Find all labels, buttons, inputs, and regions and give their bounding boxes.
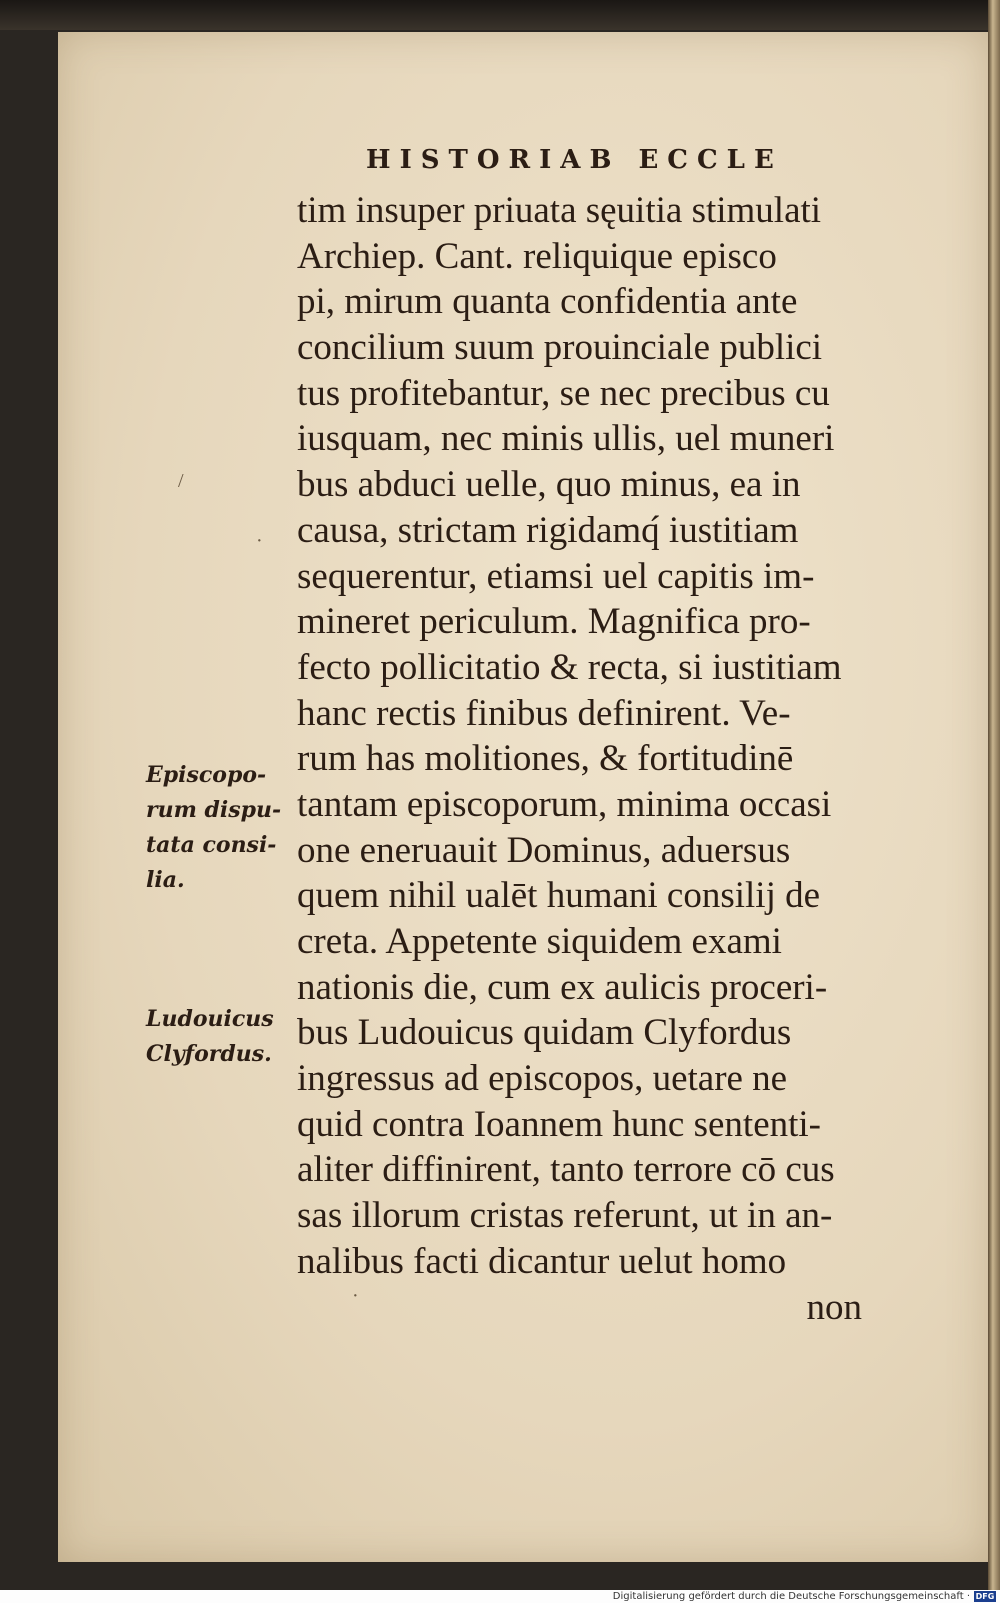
margin-note-episcoporum [146, 758, 281, 898]
ink-speck: · [256, 530, 263, 552]
text-line: sequerentur, etiamsi uel capitis im- [297, 555, 815, 597]
ink-mark: / [178, 470, 184, 492]
ink-speck: · [352, 1285, 359, 1307]
text-line: nationis die, cum ex aulicis proceri- [297, 966, 828, 1008]
text-line: tantam episcoporum, minima occasi [297, 783, 832, 825]
text-line: quem nihil ualēt humani consilij de [297, 875, 821, 917]
scan-top-edge [0, 0, 1000, 30]
margin-note-line: Episcopo- [146, 762, 267, 788]
footer-credit: Digitalisierung gefördert durch die Deutsche Forschungsgemeinschaft · [612, 1591, 970, 1602]
catchword: non [806, 1286, 862, 1328]
margin-note-line: rum dispu- [146, 797, 282, 823]
text-line: tus profitebantur, se nec precibus cu [297, 372, 830, 414]
margin-note-ludouicus [146, 1002, 274, 1072]
text-line: quid contra Ioannem hunc sententi- [297, 1103, 821, 1145]
text-line: bus abduci uelle, quo minus, ea in [297, 464, 801, 506]
scan-right-edge [988, 0, 1000, 1590]
margin-note-line: lia. [146, 867, 185, 893]
text-line: rum has molitiones, & fortitudinē [297, 738, 794, 780]
text-line: nalibus facti dicantur uelut homo [297, 1240, 787, 1282]
text-line: creta. Appetente siquidem exami [297, 921, 782, 962]
text-line: one eneruauit Dominus, aduersus [297, 829, 791, 871]
text-line: causa, strictam rigidamq́ iustitiam [297, 509, 799, 551]
text-line: aliter diffinirent, tanto terrore cō cus [297, 1149, 835, 1191]
text-line: tim insuper priuata sęuitia stimulati [297, 190, 822, 231]
text-line: pi, mirum quanta confidentia ante [297, 281, 798, 323]
text-line: hanc rectis finibus definirent. Ve- [297, 692, 791, 734]
text-line: sas illorum cristas referunt, ut in an- [297, 1195, 833, 1237]
running-head: HISTORIAB ECCLE [366, 145, 783, 175]
margin-note-line: tata consi- [146, 832, 277, 858]
text-line: bus Ludouicus quidam Clyfordus [297, 1012, 792, 1054]
text-line: ingressus ad episcopos, uetare ne [297, 1058, 788, 1100]
text-line: concilium suum prouinciale publici [297, 327, 823, 369]
text-line: fecto pollicitatio & recta, si iustitiam [297, 646, 842, 688]
margin-note-line: Clyfordus. [146, 1041, 272, 1067]
body-text [297, 188, 902, 1330]
text-line: Archiep. Cant. reliquique episco [297, 235, 777, 277]
digitization-footer [0, 1590, 1000, 1603]
dfg-logo: DFG [975, 1592, 995, 1601]
text-line: iusquam, nec minis ullis, uel muneri [297, 418, 835, 460]
margin-note-line: Ludouicus [146, 1006, 274, 1032]
text-line: mineret periculum. Magnifica pro- [297, 601, 811, 643]
